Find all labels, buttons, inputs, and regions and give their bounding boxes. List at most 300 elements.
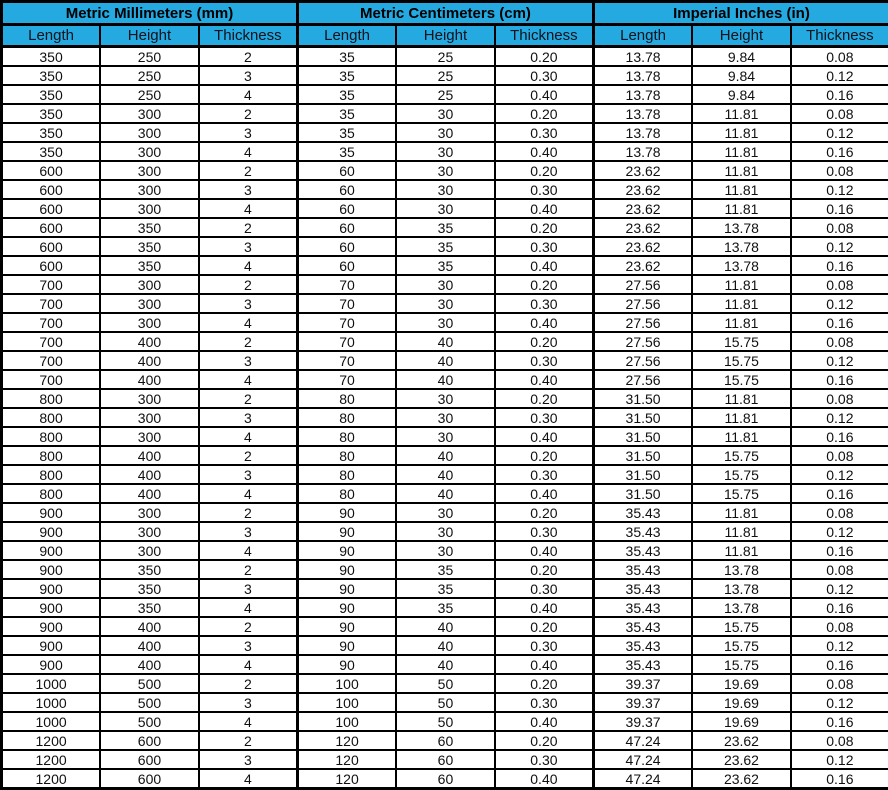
table-cell: 3 — [199, 522, 298, 541]
table-cell: 0.20 — [495, 161, 594, 180]
table-cell: 250 — [100, 85, 199, 104]
table-cell: 250 — [100, 66, 199, 85]
table-cell: 31.50 — [593, 484, 692, 503]
table-cell: 2 — [199, 560, 298, 579]
table-cell: 23.62 — [692, 731, 791, 750]
table-cell: 3 — [199, 66, 298, 85]
table-cell: 2 — [199, 731, 298, 750]
table-cell: 4 — [199, 199, 298, 218]
table-cell: 800 — [2, 484, 101, 503]
table-cell: 31.50 — [593, 427, 692, 446]
table-cell: 400 — [100, 351, 199, 370]
table-cell: 0.08 — [791, 218, 888, 237]
table-row — [2, 522, 888, 541]
table-cell: 0.16 — [791, 541, 888, 560]
table-cell: 25 — [396, 85, 495, 104]
table-cell: 0.12 — [791, 750, 888, 769]
table-cell: 2 — [199, 47, 298, 67]
table-cell: 0.30 — [495, 294, 594, 313]
table-cell: 30 — [396, 522, 495, 541]
table-cell: 60 — [297, 256, 396, 275]
table-cell: 0.20 — [495, 617, 594, 636]
table-cell: 47.24 — [593, 731, 692, 750]
col-header-length-in: Length — [593, 25, 692, 47]
table-cell: 0.30 — [495, 636, 594, 655]
table-cell: 23.62 — [593, 199, 692, 218]
table-cell: 60 — [297, 199, 396, 218]
table-cell: 250 — [100, 47, 199, 67]
table-cell: 0.16 — [791, 142, 888, 161]
table-cell: 70 — [297, 275, 396, 294]
table-cell: 23.62 — [593, 237, 692, 256]
table-cell: 35.43 — [593, 503, 692, 522]
table-cell: 60 — [396, 750, 495, 769]
table-cell: 900 — [2, 617, 101, 636]
table-row — [2, 275, 888, 294]
table-cell: 0.12 — [791, 237, 888, 256]
table-row — [2, 332, 888, 351]
group-header-row — [2, 2, 888, 25]
table-cell: 50 — [396, 693, 495, 712]
table-cell: 40 — [396, 617, 495, 636]
table-row — [2, 294, 888, 313]
table-cell: 900 — [2, 598, 101, 617]
table-cell: 13.78 — [593, 104, 692, 123]
table-cell: 23.62 — [692, 769, 791, 789]
table-row — [2, 256, 888, 275]
table-cell: 35.43 — [593, 579, 692, 598]
table-cell: 800 — [2, 465, 101, 484]
table-row — [2, 636, 888, 655]
table-cell: 0.30 — [495, 66, 594, 85]
table-cell: 120 — [297, 731, 396, 750]
table-cell: 30 — [396, 104, 495, 123]
table-cell: 400 — [100, 617, 199, 636]
table-row — [2, 199, 888, 218]
group-header-imperial-in: Imperial Inches (in) — [593, 2, 888, 25]
table-cell: 0.12 — [791, 123, 888, 142]
table-cell: 0.16 — [791, 655, 888, 674]
table-cell: 25 — [396, 47, 495, 67]
table-cell: 1000 — [2, 693, 101, 712]
table-cell: 0.08 — [791, 389, 888, 408]
table-cell: 0.08 — [791, 332, 888, 351]
table-row — [2, 389, 888, 408]
table-row — [2, 750, 888, 769]
table-cell: 35.43 — [593, 522, 692, 541]
table-cell: 4 — [199, 598, 298, 617]
table-cell: 500 — [100, 712, 199, 731]
table-cell: 23.62 — [692, 750, 791, 769]
table-cell: 600 — [2, 199, 101, 218]
table-cell: 350 — [2, 85, 101, 104]
table-cell: 0.12 — [791, 66, 888, 85]
table-cell: 70 — [297, 351, 396, 370]
table-cell: 0.12 — [791, 351, 888, 370]
table-cell: 350 — [2, 123, 101, 142]
table-cell: 0.40 — [495, 598, 594, 617]
table-cell: 3 — [199, 750, 298, 769]
table-cell: 13.78 — [692, 598, 791, 617]
table-cell: 0.30 — [495, 750, 594, 769]
table-cell: 90 — [297, 579, 396, 598]
table-cell: 40 — [396, 465, 495, 484]
table-cell: 30 — [396, 199, 495, 218]
table-cell: 0.08 — [791, 47, 888, 67]
col-header-thickness-cm: Thickness — [495, 25, 594, 47]
table-cell: 0.12 — [791, 636, 888, 655]
table-cell: 4 — [199, 427, 298, 446]
table-cell: 13.78 — [593, 142, 692, 161]
table-cell: 0.40 — [495, 712, 594, 731]
table-cell: 0.12 — [791, 465, 888, 484]
table-body — [2, 47, 888, 789]
table-cell: 4 — [199, 142, 298, 161]
table-cell: 30 — [396, 294, 495, 313]
table-cell: 2 — [199, 446, 298, 465]
table-cell: 15.75 — [692, 446, 791, 465]
table-cell: 0.08 — [791, 275, 888, 294]
table-cell: 700 — [2, 332, 101, 351]
table-cell: 35 — [297, 123, 396, 142]
table-cell: 350 — [100, 560, 199, 579]
table-cell: 11.81 — [692, 104, 791, 123]
table-cell: 0.40 — [495, 769, 594, 789]
table-cell: 13.78 — [692, 256, 791, 275]
col-header-length-mm: Length — [2, 25, 101, 47]
table-cell: 0.12 — [791, 579, 888, 598]
table-row — [2, 674, 888, 693]
table-row — [2, 142, 888, 161]
table-cell: 23.62 — [593, 180, 692, 199]
table-row — [2, 598, 888, 617]
table-cell: 60 — [396, 769, 495, 789]
table-cell: 350 — [2, 66, 101, 85]
table-cell: 0.40 — [495, 484, 594, 503]
col-header-thickness-in: Thickness — [791, 25, 888, 47]
table-row — [2, 712, 888, 731]
table-cell: 47.24 — [593, 750, 692, 769]
table-cell: 90 — [297, 598, 396, 617]
table-cell: 0.08 — [791, 560, 888, 579]
table-row — [2, 370, 888, 389]
table-cell: 300 — [100, 142, 199, 161]
table-cell: 800 — [2, 446, 101, 465]
table-cell: 35 — [297, 85, 396, 104]
table-cell: 400 — [100, 370, 199, 389]
table-cell: 4 — [199, 256, 298, 275]
table-row — [2, 655, 888, 674]
table-cell: 0.20 — [495, 104, 594, 123]
table-cell: 400 — [100, 636, 199, 655]
table-cell: 11.81 — [692, 389, 791, 408]
table-cell: 0.12 — [791, 522, 888, 541]
table-cell: 47.24 — [593, 769, 692, 789]
table-cell: 3 — [199, 579, 298, 598]
table-cell: 35.43 — [593, 617, 692, 636]
table-cell: 900 — [2, 579, 101, 598]
table-cell: 11.81 — [692, 313, 791, 332]
table-cell: 9.84 — [692, 47, 791, 67]
table-cell: 25 — [396, 66, 495, 85]
table-cell: 19.69 — [692, 693, 791, 712]
table-cell: 2 — [199, 218, 298, 237]
table-row — [2, 408, 888, 427]
table-cell: 4 — [199, 85, 298, 104]
table-cell: 30 — [396, 275, 495, 294]
table-cell: 0.30 — [495, 465, 594, 484]
table-cell: 0.40 — [495, 655, 594, 674]
table-cell: 300 — [100, 408, 199, 427]
table-cell: 600 — [100, 731, 199, 750]
table-cell: 27.56 — [593, 313, 692, 332]
table-cell: 350 — [2, 142, 101, 161]
table-cell: 2 — [199, 104, 298, 123]
table-cell: 300 — [100, 294, 199, 313]
table-row — [2, 161, 888, 180]
table-cell: 600 — [100, 769, 199, 789]
table-cell: 39.37 — [593, 712, 692, 731]
table-cell: 39.37 — [593, 693, 692, 712]
table-cell: 0.16 — [791, 199, 888, 218]
table-cell: 2 — [199, 617, 298, 636]
table-cell: 13.78 — [692, 218, 791, 237]
table-cell: 11.81 — [692, 161, 791, 180]
table-cell: 3 — [199, 636, 298, 655]
table-cell: 40 — [396, 655, 495, 674]
table-cell: 30 — [396, 427, 495, 446]
table-row — [2, 541, 888, 560]
table-cell: 15.75 — [692, 636, 791, 655]
table-cell: 0.30 — [495, 180, 594, 199]
table-cell: 90 — [297, 560, 396, 579]
table-cell: 1000 — [2, 674, 101, 693]
table-row — [2, 313, 888, 332]
table-cell: 300 — [100, 313, 199, 332]
table-cell: 35 — [396, 256, 495, 275]
table-cell: 13.78 — [593, 85, 692, 104]
table-cell: 0.20 — [495, 218, 594, 237]
table-cell: 11.81 — [692, 427, 791, 446]
table-cell: 0.08 — [791, 731, 888, 750]
table-cell: 30 — [396, 503, 495, 522]
table-cell: 600 — [2, 180, 101, 199]
table-cell: 2 — [199, 161, 298, 180]
table-cell: 30 — [396, 161, 495, 180]
table-cell: 40 — [396, 636, 495, 655]
table-cell: 0.40 — [495, 85, 594, 104]
table-cell: 23.62 — [593, 161, 692, 180]
table-cell: 31.50 — [593, 446, 692, 465]
table-cell: 90 — [297, 503, 396, 522]
table-cell: 19.69 — [692, 712, 791, 731]
table-cell: 30 — [396, 123, 495, 142]
table-cell: 600 — [2, 256, 101, 275]
table-cell: 3 — [199, 465, 298, 484]
table-cell: 70 — [297, 313, 396, 332]
table-cell: 0.40 — [495, 199, 594, 218]
table-cell: 300 — [100, 161, 199, 180]
table-cell: 0.30 — [495, 123, 594, 142]
table-cell: 27.56 — [593, 332, 692, 351]
table-cell: 400 — [100, 484, 199, 503]
table-cell: 300 — [100, 541, 199, 560]
table-cell: 35.43 — [593, 655, 692, 674]
table-cell: 900 — [2, 655, 101, 674]
table-cell: 300 — [100, 180, 199, 199]
table-cell: 35.43 — [593, 560, 692, 579]
table-cell: 700 — [2, 370, 101, 389]
table-row — [2, 465, 888, 484]
table-cell: 9.84 — [692, 66, 791, 85]
table-cell: 2 — [199, 674, 298, 693]
table-row — [2, 617, 888, 636]
table-cell: 0.40 — [495, 541, 594, 560]
table-cell: 0.30 — [495, 408, 594, 427]
table-cell: 13.78 — [692, 560, 791, 579]
table-cell: 0.12 — [791, 408, 888, 427]
table-cell: 40 — [396, 484, 495, 503]
table-cell: 800 — [2, 389, 101, 408]
table-cell: 27.56 — [593, 370, 692, 389]
table-row — [2, 104, 888, 123]
table-cell: 40 — [396, 332, 495, 351]
table-cell: 27.56 — [593, 351, 692, 370]
table-row — [2, 579, 888, 598]
table-cell: 120 — [297, 750, 396, 769]
table-cell: 3 — [199, 237, 298, 256]
table-cell: 600 — [2, 218, 101, 237]
table-cell: 0.20 — [495, 674, 594, 693]
column-header-row — [2, 25, 888, 47]
col-header-height-in: Height — [692, 25, 791, 47]
table-cell: 0.16 — [791, 85, 888, 104]
table-cell: 0.20 — [495, 731, 594, 750]
table-cell: 90 — [297, 617, 396, 636]
table-cell: 39.37 — [593, 674, 692, 693]
col-header-length-cm: Length — [297, 25, 396, 47]
table-row — [2, 351, 888, 370]
table-cell: 15.75 — [692, 370, 791, 389]
table-row — [2, 446, 888, 465]
table-cell: 300 — [100, 503, 199, 522]
table-cell: 0.12 — [791, 180, 888, 199]
table-cell: 0.08 — [791, 446, 888, 465]
table-cell: 11.81 — [692, 275, 791, 294]
table-cell: 0.30 — [495, 237, 594, 256]
table-cell: 700 — [2, 294, 101, 313]
table-cell: 3 — [199, 180, 298, 199]
table-cell: 15.75 — [692, 484, 791, 503]
table-cell: 3 — [199, 693, 298, 712]
table-cell: 90 — [297, 655, 396, 674]
table-cell: 13.78 — [692, 579, 791, 598]
table-row — [2, 218, 888, 237]
table-cell: 31.50 — [593, 408, 692, 427]
table-cell: 350 — [100, 598, 199, 617]
table-cell: 0.30 — [495, 579, 594, 598]
table-cell: 30 — [396, 541, 495, 560]
table-cell: 35.43 — [593, 541, 692, 560]
table-cell: 2 — [199, 389, 298, 408]
table-cell: 11.81 — [692, 199, 791, 218]
table-cell: 700 — [2, 351, 101, 370]
table-cell: 0.20 — [495, 503, 594, 522]
table-cell: 0.30 — [495, 693, 594, 712]
table-cell: 70 — [297, 294, 396, 313]
table-cell: 15.75 — [692, 332, 791, 351]
table-cell: 300 — [100, 199, 199, 218]
table-cell: 4 — [199, 313, 298, 332]
table-cell: 35 — [297, 142, 396, 161]
table-cell: 350 — [100, 237, 199, 256]
table-cell: 300 — [100, 522, 199, 541]
table-cell: 23.62 — [593, 256, 692, 275]
table-cell: 27.56 — [593, 294, 692, 313]
table-cell: 13.78 — [593, 47, 692, 67]
table-row — [2, 66, 888, 85]
table-cell: 0.16 — [791, 484, 888, 503]
table-cell: 11.81 — [692, 541, 791, 560]
table-cell: 30 — [396, 180, 495, 199]
table-cell: 60 — [396, 731, 495, 750]
table-cell: 40 — [396, 446, 495, 465]
col-header-thickness-mm: Thickness — [199, 25, 298, 47]
table-cell: 0.08 — [791, 161, 888, 180]
col-header-height-mm: Height — [100, 25, 199, 47]
table-cell: 3 — [199, 294, 298, 313]
table-cell: 35.43 — [593, 636, 692, 655]
table-cell: 35 — [297, 66, 396, 85]
table-cell: 60 — [297, 218, 396, 237]
table-cell: 0.30 — [495, 522, 594, 541]
table-cell: 35 — [396, 560, 495, 579]
table-cell: 11.81 — [692, 522, 791, 541]
table-cell: 11.81 — [692, 142, 791, 161]
table-cell: 1200 — [2, 750, 101, 769]
table-cell: 80 — [297, 446, 396, 465]
table-cell: 0.08 — [791, 503, 888, 522]
table-cell: 800 — [2, 408, 101, 427]
table-cell: 0.16 — [791, 598, 888, 617]
table-cell: 90 — [297, 522, 396, 541]
table-cell: 800 — [2, 427, 101, 446]
table-cell: 0.12 — [791, 294, 888, 313]
table-cell: 35 — [396, 598, 495, 617]
table-cell: 350 — [2, 47, 101, 67]
table-cell: 400 — [100, 465, 199, 484]
table-cell: 90 — [297, 541, 396, 560]
table-cell: 15.75 — [692, 655, 791, 674]
table-cell: 13.78 — [593, 123, 692, 142]
table-cell: 11.81 — [692, 503, 791, 522]
table-cell: 0.16 — [791, 769, 888, 789]
table-row — [2, 180, 888, 199]
table-cell: 120 — [297, 769, 396, 789]
table-cell: 2 — [199, 503, 298, 522]
table-cell: 350 — [100, 579, 199, 598]
table-row — [2, 237, 888, 256]
table-row — [2, 484, 888, 503]
table-cell: 700 — [2, 275, 101, 294]
table-cell: 40 — [396, 370, 495, 389]
table-cell: 15.75 — [692, 465, 791, 484]
table-cell: 700 — [2, 313, 101, 332]
table-cell: 300 — [100, 104, 199, 123]
table-cell: 35 — [396, 237, 495, 256]
table-cell: 0.40 — [495, 313, 594, 332]
table-cell: 100 — [297, 674, 396, 693]
